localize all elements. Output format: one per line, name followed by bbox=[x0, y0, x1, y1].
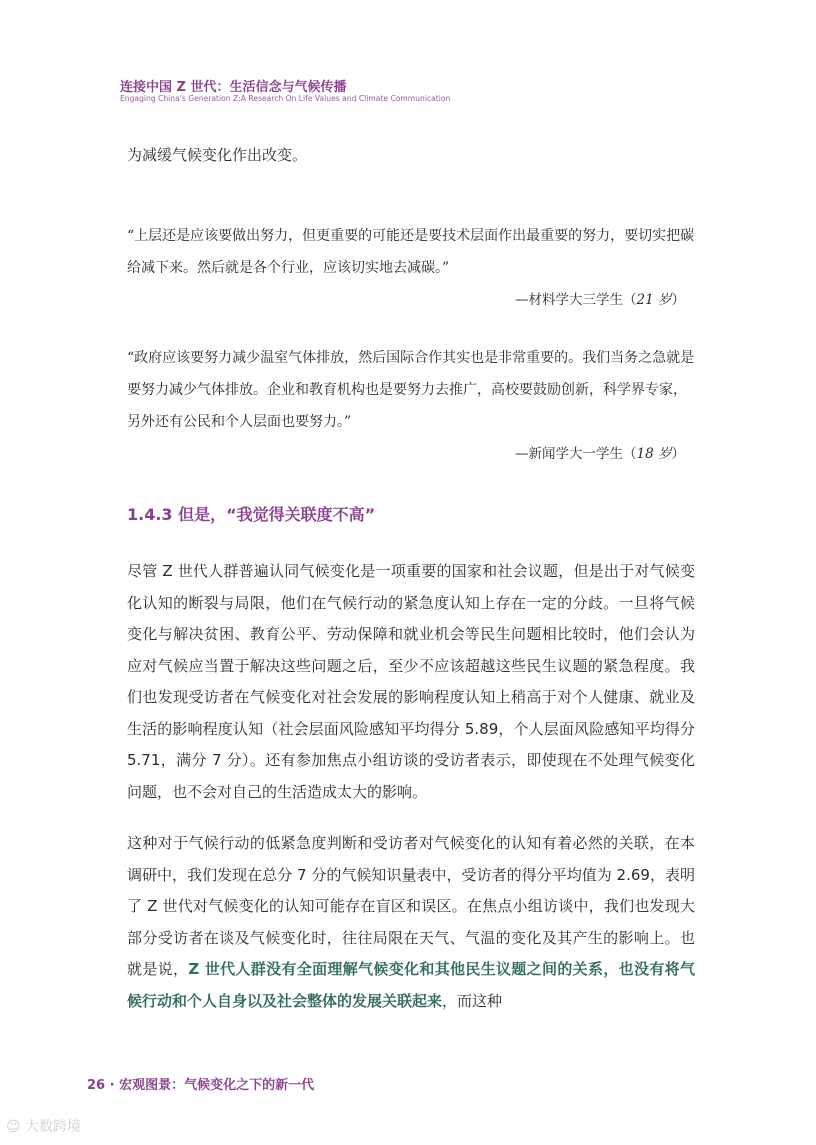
report-title: 连接中国 Z 世代：生活信念与气候传播 bbox=[120, 80, 347, 95]
quote-2-attribution bbox=[127, 438, 695, 470]
attribution-age: 18 岁 bbox=[636, 446, 672, 462]
quote-2: “政府应该要努力减少温室气体排放，然后国际合作其实也是非常重要的。我们当务之急就是要努力减少气体排放。企业和教育机构也是要努力去推广，高校要鼓励创新，科学界专家，另外还有公民和个人层面也要努力。” bbox=[127, 350, 695, 430]
quote-1: “上层还是应该要做出努力，但更重要的可能还是要技术层面作出最重要的努力，要切实把碳给减下来。然后就是各个行业，应该切实地去减碳。” bbox=[127, 228, 695, 276]
crescent-logo-icon bbox=[86, 70, 116, 106]
attribution-text: —新闻学大一学生（ bbox=[515, 446, 637, 462]
paragraph-2-end: ，而这种 bbox=[442, 991, 503, 1010]
attribution-close: ） bbox=[671, 292, 685, 308]
lead-sentence: 为减缓气候变化作出改变。 bbox=[127, 146, 308, 164]
paragraph-2-highlight: Z 世代人群没有全面理解气候变化和其他民生议题之间的关系，也没有将气候行动和个人自身以及社会整体的发展关联起来 bbox=[127, 960, 695, 1010]
attribution-age: 21 岁 bbox=[636, 292, 672, 308]
body-paragraph-1: 尽管 Z 世代人群普遍认同气候变化是一项重要的国家和社会议题，但是出于对气候变化认知的断裂与局限，他们在气候行动的紧急度认知上存在一定的分歧。一旦将气候变化与解决贫困、教育公平、劳动保障和就业机会等民生问题相比较时，他们会认为应对气候应当置于解决这些问题之后，至少不应该超越这些民生议题的紧急程度。我们也发现受访者在气候变化对社会发展的影响程度认知上稍高于对个人健康、就业及生活的影响程度认知（社会层面风险感知平均得分 5.89，个人层面风险感知平均得分 5.71，满分 7 分）。还有参加焦点小组访谈的受访者表示，即使现在不处理气候变化问题，也不会对自己的生活造成太大的影响。 bbox=[127, 562, 695, 801]
paragraph-2-start: 这种对于气候行动的低紧急度判断和受访者对气候变化的认知有着必然的关联，在本调研中，我们发现在总分 7 分的气候知识量表中，受访者的得分平均值为 2.69，表明了 Z 世代对气候变化的认知可能存在盲区和误区。在焦点小组访谈中，我们也发现大部分受访者在谈及气候变化时，往往局限在天气、气温的变化及其产生的影响上。也就是说， bbox=[127, 834, 695, 978]
watermark bbox=[6, 1116, 81, 1136]
attribution-text: —材料学大三学生（ bbox=[515, 292, 637, 308]
page-footer: 26 · 宏观图景：气候变化之下的新一代 bbox=[87, 1078, 315, 1093]
watermark-text: 大数跨境 bbox=[25, 1119, 82, 1135]
quote-1-attribution bbox=[127, 284, 695, 316]
page-content bbox=[127, 140, 695, 1037]
section-heading: 1.4.3 但是，“我觉得关联度不高” bbox=[127, 505, 376, 524]
report-subtitle: Engaging China's Generation Z:A Research On Life Values and Climate Communication bbox=[120, 94, 451, 103]
attribution-close: ） bbox=[671, 446, 685, 462]
body-paragraph-2 bbox=[127, 828, 695, 1017]
watermark-logo-icon: ☺ bbox=[6, 1119, 26, 1135]
